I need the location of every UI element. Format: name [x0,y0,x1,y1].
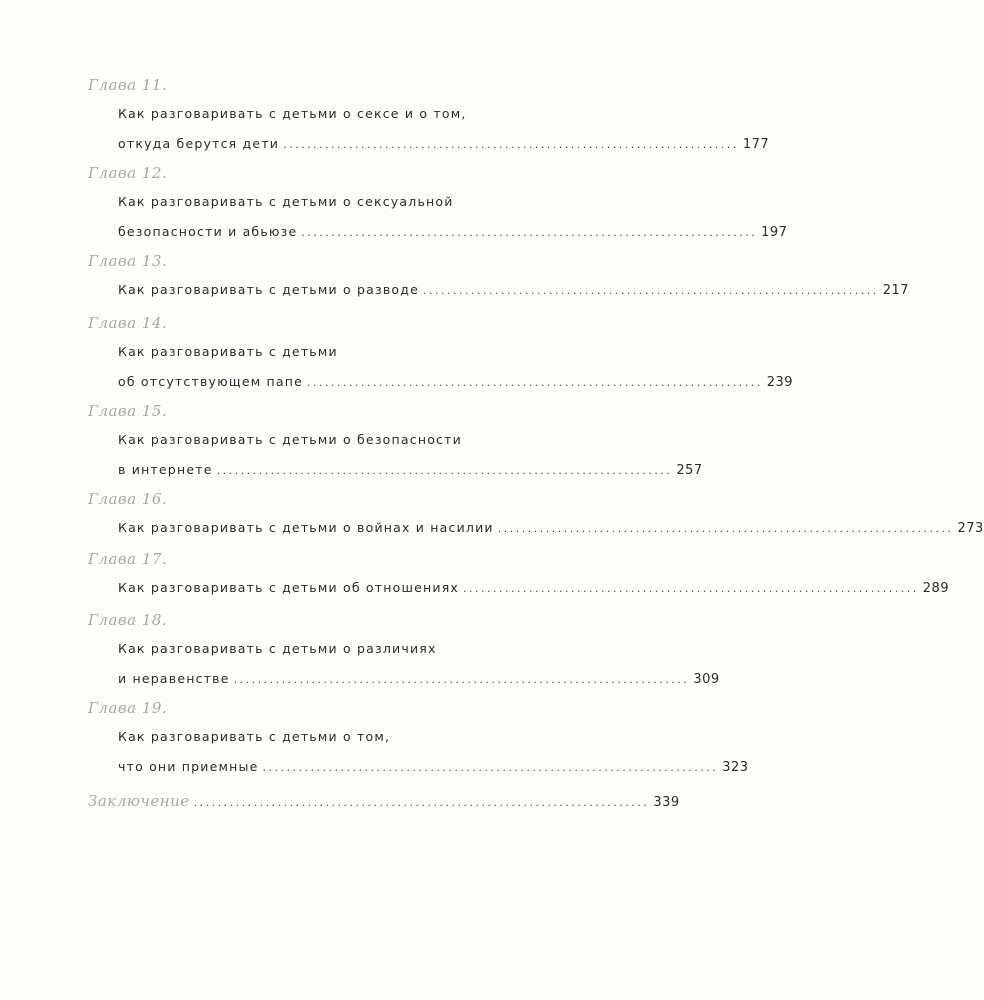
page-number: 177 [742,137,770,152]
dot-leader: ............................................................................ [307,376,763,389]
chapter-title: Как разговаривать с детьми о сексе и о том, [118,106,467,121]
dot-leader: ............................................................................ [301,226,758,239]
chapter-title-continued: и неравенстве [118,671,230,686]
chapter-title-row [88,462,703,478]
dot-leader: ............................................................................ [463,582,919,595]
chapter-title-continued: в интернете [118,462,213,477]
chapter-title: Как разговаривать с детьми о безопасности [118,432,462,447]
conclusion-row [88,792,680,810]
toc-chapter-15 [88,402,703,478]
chapter-title-continued: что они приемные [118,759,259,774]
page-number: 239 [766,375,794,390]
page-number: 289 [922,581,950,596]
dot-leader: ............................................................................ [283,138,739,151]
chapter-label: Глава 11. [88,76,168,94]
chapter-title-row [88,374,794,390]
chapter-label: Глава 18. [88,611,168,629]
chapter-title: Как разговаривать с детьми о войнах и насилии [118,520,494,535]
chapter-label: Глава 19. [88,699,168,717]
chapter-label: Глава 12. [88,164,168,182]
toc-chapter-13 [88,252,910,298]
toc-chapter-14 [88,314,794,390]
chapter-title-row [88,580,950,596]
chapter-title: Как разговаривать с детьми об отношениях [118,580,460,595]
page-number: 197 [761,225,788,240]
chapter-title-continued: об отсутствующем папе [118,374,304,389]
toc-chapter-18 [88,611,720,687]
page-number: 323 [722,760,749,775]
toc-chapter-19 [88,699,749,775]
page-number: 257 [676,463,703,478]
toc-chapter-16 [88,490,984,536]
chapter-title-row [88,282,910,298]
toc-chapter-11 [88,76,770,152]
dot-leader: ............................................................................ [262,761,719,774]
toc-conclusion [88,792,680,810]
dot-leader: ............................................................................ [216,464,673,477]
toc-chapter-17 [88,550,950,596]
chapter-title-row [88,520,984,536]
chapter-title: Как разговаривать с детьми о различиях [118,641,437,656]
conclusion-label: Заключение [88,792,190,810]
chapter-label: Глава 14. [88,314,168,332]
page-number: 339 [653,795,680,810]
chapter-title: Как разговаривать с детьми о сексуальной [118,194,454,209]
chapter-title-row [88,759,749,775]
dot-leader: ............................................................................ [193,796,650,809]
chapter-title-row [88,136,770,152]
chapter-title-continued: откуда берутся дети [118,136,280,151]
chapter-title-continued: безопасности и абьюзе [118,224,298,239]
dot-leader: ............................................................................ [233,673,690,686]
chapter-label: Глава 17. [88,550,168,568]
page-number: 217 [882,283,910,298]
chapter-label: Глава 15. [88,402,168,420]
chapter-title-row [88,224,788,240]
chapter-title: Как разговаривать с детьми о разводе [118,282,420,297]
toc-chapter-12 [88,164,788,240]
dot-leader: ............................................................................ [497,522,954,535]
chapter-title: Как разговаривать с детьми [118,344,338,359]
page-number: 273 [957,521,984,536]
page-number: 309 [693,672,720,687]
chapter-title-row [88,671,720,687]
dot-leader: ............................................................................ [423,284,879,297]
chapter-label: Глава 13. [88,252,168,270]
chapter-label: Глава 16. [88,490,168,508]
chapter-title: Как разговаривать с детьми о том, [118,729,391,744]
